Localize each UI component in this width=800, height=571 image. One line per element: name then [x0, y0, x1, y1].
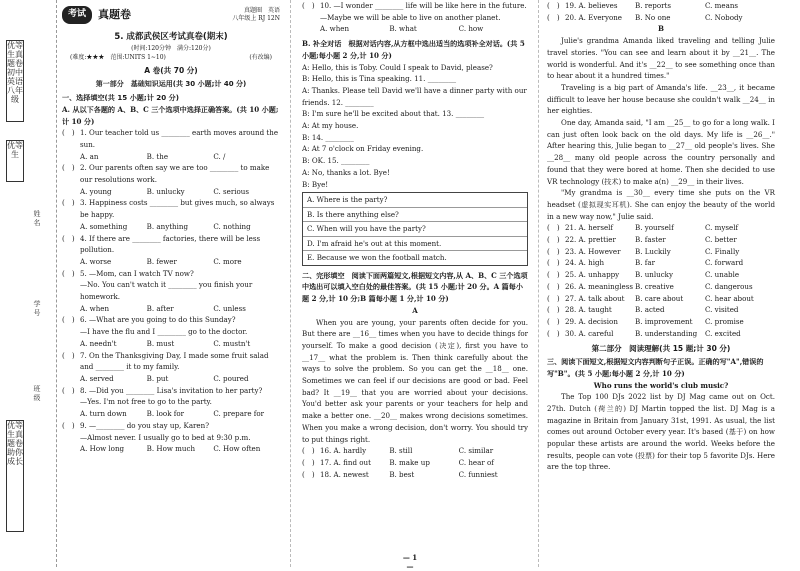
question-list [62, 127, 280, 455]
option-text: A. turn down [80, 409, 127, 419]
answer-blank[interactable]: ( ) [547, 12, 560, 22]
question-options [62, 443, 280, 455]
answer-blank[interactable]: ( ) [62, 268, 75, 278]
cloze-option-choices [565, 316, 775, 328]
option-text: B. Luckily [635, 246, 671, 256]
question-item [62, 162, 280, 185]
option-text: C. visited [705, 305, 739, 315]
option-text: C. promise [705, 316, 744, 326]
option-text: C. Nobody [705, 12, 743, 22]
option-text: A. How long [80, 444, 125, 454]
dialogue-line: A: Hello, this is Toby. Could I speak to David, please? [302, 62, 493, 72]
option-text: C. How often [213, 444, 261, 454]
option-text: 16. A. hardly [320, 446, 367, 456]
volume-a-heading: A 卷(共 70 分) [144, 65, 198, 75]
reading-text: The Top 100 DJs 2022 list by DJ Mag came out on Oct. 27th. Dutch (荷兰的) DJ Martin topped the list. DJ Mag is a magazine in Britain from January 31st, 1991. As usual, the list comes out around October every year. It's based (基于) on how popular these artists are around the world. Weeks before the results, people can vote (投票) for their top 5 favorite DJs. Here are the top three. [547, 392, 775, 472]
exam-badge: 考试 [62, 6, 92, 24]
option-text: C. better [705, 235, 737, 245]
option-text: B. after [146, 303, 174, 313]
option-text: B. fewer [146, 256, 177, 266]
reading-title: Who runs the world's club music? [593, 380, 729, 390]
column-1 [62, 0, 280, 455]
option-text: A. worse [80, 256, 112, 266]
option-text: B. understanding [635, 328, 698, 338]
answer-blank[interactable]: ( ) [62, 198, 75, 208]
question-reply: —Almost never. I usually go to bed at 9:30 p.m. [80, 432, 251, 442]
page-header [62, 0, 280, 30]
question-item [62, 197, 280, 220]
option-text: C. hear of [458, 458, 494, 467]
box-option: A. Where is the party? [303, 193, 527, 208]
cloze-option-row [302, 445, 528, 457]
dialogue-line: A: Thanks. Please tell David we'll have a dinner party with our friends. 12. ________ [302, 85, 527, 107]
option-text: A. when [80, 303, 110, 313]
answer-blank[interactable]: ( ) [62, 163, 75, 173]
cloze-option-row [547, 257, 775, 269]
question-reply: —I have the flu and I ________ go to the doctor. [80, 327, 248, 337]
option-text: C. / [213, 151, 226, 161]
paper-title: 5. 成都武侯区考试真卷(期末) [114, 32, 228, 42]
paper-time: (时间:120分钟 满分:120分) [131, 44, 211, 52]
cloze-option-choices [320, 469, 528, 481]
option-text: B. faster [635, 235, 666, 245]
header-info: 真题圈 英语 八年级上 RJ 12N [232, 7, 280, 22]
column-divider [538, 0, 539, 567]
option-text: B. unlucky [635, 270, 673, 280]
question-options [62, 256, 280, 268]
option-text: C. nothing [213, 221, 251, 231]
option-text: 27. A. talk about [565, 293, 625, 303]
question-item [62, 420, 280, 432]
option-text: B. must [146, 338, 175, 348]
answer-blank[interactable]: ( ) [302, 446, 315, 456]
column-divider [290, 0, 291, 567]
question-stem: 1. Our teacher told us ________ earth moves around the sun. [80, 128, 279, 149]
section-b-instruction: B. 补全对话 根据对话内容,从方框中选出适当的选项补全对话。(共 5 小题;每小题 2 分,计 10 分) [302, 39, 525, 60]
option-text: 20. A. Everyone [565, 12, 622, 22]
option-text: 26. A. meaningless [565, 281, 634, 291]
cloze-option-choices [565, 328, 775, 340]
cloze-option-row [302, 469, 528, 481]
cloze-option-choices [565, 293, 775, 305]
option-text: A. something [80, 221, 128, 231]
answer-blank[interactable]: ( ) [302, 1, 315, 10]
question-item [62, 314, 280, 326]
question-10-reply: —Maybe we will be able to live on another planet. [320, 12, 501, 22]
question-reply: —No. You can't watch it ________ you finish your homework. [80, 280, 253, 302]
cloze-options [547, 0, 775, 23]
answer-blank[interactable]: ( ) [547, 246, 560, 256]
option-text: B. improvement [635, 316, 693, 326]
dialogue-line: B: I'm sure he'll be excited about that. 13. ________ [302, 109, 485, 119]
answer-blank[interactable]: ( ) [547, 1, 560, 10]
question-stem: 6. —What are you going to do this Sunday? [80, 315, 236, 325]
option-text: C. excited [705, 328, 741, 338]
option-text: B. anything [146, 221, 188, 231]
answer-blank[interactable]: ( ) [62, 350, 75, 360]
header-title: 真题卷 [98, 8, 132, 22]
question-item [62, 350, 280, 373]
cloze-option-row [302, 457, 528, 469]
option-text: C. Finally [705, 246, 740, 256]
passage-a-label: A [412, 305, 418, 315]
answer-blank[interactable]: ( ) [302, 458, 315, 467]
passage-paragraph: "My grandma is __30__ every time she puts on the VR headset (虚拟现实耳机). She can enjoy the beauty of the world in a new way now," Julie said. [547, 188, 775, 221]
option-text: C. unable [705, 270, 740, 280]
dialogue-line: A: At my house. [302, 121, 359, 131]
dialogue-line: A: At 7 o'clock on Friday evening. [302, 144, 424, 154]
option-text: B. care about [635, 293, 684, 303]
question-stem: 2. Our parents often say we are too ________ to make our resolutions work. [80, 163, 270, 185]
question-item [62, 268, 280, 280]
dialogue [302, 62, 528, 191]
option-text: 28. A. taught [565, 305, 612, 315]
question-stem: 5. —Mom, can I watch TV now? [80, 268, 194, 278]
cloze-option-row [547, 222, 775, 234]
answer-blank[interactable]: ( ) [547, 316, 560, 326]
question-item [62, 385, 280, 397]
option-text: B. yourself [635, 223, 674, 233]
option-text: B. the [146, 151, 169, 161]
cloze-option-row [547, 269, 775, 281]
section2-instruction: 二、完形填空 阅读下面两篇短文,根据短文内容,从 A、B、C 三个选项中选出可以填入空白处的最佳答案。(共 15 小题;计 20 分。A 篇每小题 2 分,计 10 分;B 篇每小题 1 分,计 10 分) [302, 270, 528, 304]
cloze-option-choices [565, 0, 775, 12]
option-text: B. creative [635, 281, 674, 291]
field-class-label: 班级 [33, 385, 41, 402]
question-reply: —Yes. I'm not free to go to the party. [80, 397, 212, 407]
option-text: C. means [705, 1, 739, 10]
option-text: B. far [635, 258, 655, 268]
option-text: B. still [389, 446, 413, 456]
cloze-option-row [547, 328, 775, 340]
option-text: B. look for [146, 409, 185, 419]
binding-title-bottom: 优等生真题卷助你成长 [6, 420, 24, 532]
paper-meta: (难度:★★★ 范围:UNITS 1~10) (有改编) [70, 53, 272, 61]
option-text: C. funniest [458, 469, 498, 479]
question-options [62, 221, 280, 233]
question-options [62, 186, 280, 198]
option-text: 23. A. However [565, 246, 621, 256]
cloze-option-choices [565, 281, 775, 293]
column-3 [547, 0, 775, 473]
answer-blank[interactable]: ( ) [62, 385, 75, 395]
option-text: C. mustn't [213, 338, 251, 348]
cloze-option-row [547, 316, 775, 328]
option-text: A. served [80, 373, 114, 383]
question-10-options: A. when B. what C. how [320, 24, 484, 34]
option-text: B. No one [635, 12, 671, 22]
option-text: C. hear about [705, 293, 754, 303]
cloze-option-choices [565, 246, 775, 258]
option-text: B. unlucky [146, 186, 185, 196]
answer-blank[interactable]: ( ) [302, 469, 315, 479]
option-text: 18. A. newest [320, 469, 369, 479]
option-text: A. needn't [80, 338, 117, 348]
cloze-options [547, 222, 775, 339]
answer-blank[interactable]: ( ) [547, 328, 560, 338]
option-text: 24. A. high [565, 258, 605, 268]
option-text: 19. A. believes [565, 1, 618, 10]
question-options [62, 373, 280, 385]
dialogue-line: B: 14. ________ [302, 132, 354, 142]
cloze-option-row [547, 0, 775, 12]
option-text: C. prepare for [213, 409, 265, 419]
answer-blank[interactable]: ( ) [547, 305, 560, 315]
answer-blank[interactable]: ( ) [547, 281, 560, 291]
question-options [62, 408, 280, 420]
passage-b-text [547, 35, 775, 222]
box-option: C. When will you have the party? [303, 222, 527, 237]
question-10: ( ) 10. —I wonder ________ life will be like here in the future. [302, 1, 527, 10]
section-a-instruction: A. 从以下各题的 A、B、C 三个选项中选择正确答案。(共 10 小题;计 10 分) [62, 104, 279, 126]
passage-paragraph: One day, Amanda said, "I am __25__ to go for a long walk. I can just often look back on the old days. My life is __26__." After hearing this, Julie began to __27__ old people's lives. She __28__ many old people across the country personally and found that they were bored at home. Then she decided to use VR technology (技术) to make a(n) __29__ in their lives. [547, 118, 775, 186]
part2-heading: 第二部分 阅读理解(共 15 题;计 30 分) [591, 344, 731, 354]
option-text: C. myself [705, 223, 739, 233]
cloze-option-choices [320, 445, 528, 457]
section1-heading: 一、选择填空(共 15 小题;计 20 分) [62, 93, 179, 103]
binding-margin [0, 0, 57, 567]
cloze-option-choices [565, 269, 775, 281]
option-text: 22. A. prettier [565, 235, 616, 245]
question-item [62, 127, 280, 150]
option-text: 25. A. unhappy [565, 270, 620, 280]
passage-paragraph: Traveling is a big part of Amanda's life. __23__, it became difficult to leave her house because she couldn't walk __24__ in her eighties. [547, 82, 775, 116]
option-text: B. acted [635, 305, 665, 315]
option-text: B. How much [146, 444, 196, 454]
cloze-option-row [547, 293, 775, 305]
cloze-options [302, 445, 528, 480]
answer-blank[interactable]: ( ) [547, 293, 560, 303]
question-options [62, 338, 280, 350]
option-text: 21. A. herself [565, 223, 614, 233]
dialogue-line: B: OK. 15. ________ [302, 156, 370, 166]
question-options [62, 303, 280, 315]
answer-blank[interactable]: ( ) [547, 223, 560, 233]
answer-blank[interactable]: ( ) [62, 233, 75, 243]
cloze-option-row [547, 234, 775, 246]
answer-blank[interactable]: ( ) [547, 270, 560, 280]
cloze-option-row [547, 246, 775, 258]
dialogue-line: B: Hello, this is Tina speaking. 11. ________ [302, 74, 457, 84]
option-text: C. dangerous [705, 281, 753, 291]
box-option: B. Is there anything else? [303, 208, 527, 223]
part1-heading: 第一部分 基础知识运用(共 30 小题;计 40 分) [95, 80, 247, 89]
cloze-option-choices [565, 304, 775, 316]
option-text: C. unless [213, 303, 246, 313]
option-text: C. poured [213, 373, 249, 383]
option-text: 29. A. decision [565, 316, 618, 326]
option-text: B. put [146, 373, 169, 383]
passage-b-label: B [658, 24, 664, 34]
passage-a-text: When you are young, your parents often decide for you. But there are __16__ times when you have to decide things for yourself. To make a good decision (决定), first you have to __17__ what the problem is. Then think carefully about the ways to solve the problem. So you can get the __18__ one. Sometimes we can feel if our decisions are good or bad. Feel bad? It __19__ that you are worried about your decisions. You'd better ask your parents or your teachers for help and make a better one. __20__ makes wrong decisions sometimes. When you make a wrong decision, don't worry. You should try to put things right. [302, 317, 528, 444]
cloze-option-choices [565, 257, 775, 269]
answer-blank[interactable]: ( ) [62, 420, 75, 430]
answer-blank[interactable]: ( ) [62, 315, 75, 325]
cloze-option-choices [565, 12, 775, 24]
passage-paragraph: Julie's grandma Amanda liked traveling and telling Julie travel stories. "You can see and learn about it by __21__. The world is wonderful. And it's __22__ to see something once than to hear about it a hundred times." [547, 36, 775, 81]
option-text: C. more [213, 256, 242, 266]
cloze-option-row [547, 281, 775, 293]
option-text: B. reports [635, 1, 672, 10]
option-text: C. serious [213, 186, 250, 196]
question-stem: 3. Happiness costs ________ but gives much, so always be happy. [80, 198, 275, 220]
page-number: — 1 — [402, 553, 418, 571]
cloze-option-choices [320, 457, 528, 469]
cloze-option-row [547, 12, 775, 24]
binding-title-mid: 优等生 [6, 140, 24, 182]
dialogue-line: B: Bye! [302, 179, 329, 189]
answer-blank[interactable]: ( ) [62, 128, 75, 138]
binding-title-top: 优等生真题卷初中英语八年级 [6, 40, 24, 122]
question-stem: 8. —Did you ________ Lisa's invitation to her party? [80, 385, 263, 395]
column-2 [302, 0, 528, 480]
option-text: C. similar [458, 446, 494, 456]
question-stem: 7. On the Thanksgiving Day, I made some fruit salad and ________ it to my family. [80, 350, 269, 372]
section3-instruction: 三、阅读下面短文,根据短文内容判断句子正误。正确的写"A",错误的写"B"。(共 5 小题;每小题 2 分,计 10 分) [547, 357, 764, 378]
answer-blank[interactable]: ( ) [547, 235, 560, 245]
option-box [302, 192, 528, 266]
dialogue-line: A: No, thanks a lot. Bye! [302, 167, 390, 177]
question-item [62, 233, 280, 256]
box-option: E. Because we won the football match. [307, 253, 447, 263]
option-text: C. forward [705, 258, 744, 268]
question-options [62, 151, 280, 163]
cloze-option-choices [565, 222, 775, 234]
option-text: B. best [389, 469, 415, 479]
option-text: B. make up [389, 458, 430, 467]
option-text: A. young [80, 186, 112, 196]
answer-blank[interactable]: ( ) [547, 258, 560, 268]
option-text: 17. A. find out [320, 458, 371, 467]
cloze-option-row [547, 304, 775, 316]
option-text: 30. A. careful [565, 328, 614, 338]
field-name-label: 姓名 [33, 210, 41, 227]
box-option: D. I'm afraid he's out at this moment. [303, 237, 527, 252]
question-stem: 9. —________ do you stay up, Karen? [80, 420, 210, 430]
field-id-label: 学号 [33, 300, 41, 317]
cloze-option-choices [565, 234, 775, 246]
question-stem: 4. If there are ________ factories, there will be less pollution. [80, 233, 261, 255]
option-text: A. an [80, 151, 99, 161]
